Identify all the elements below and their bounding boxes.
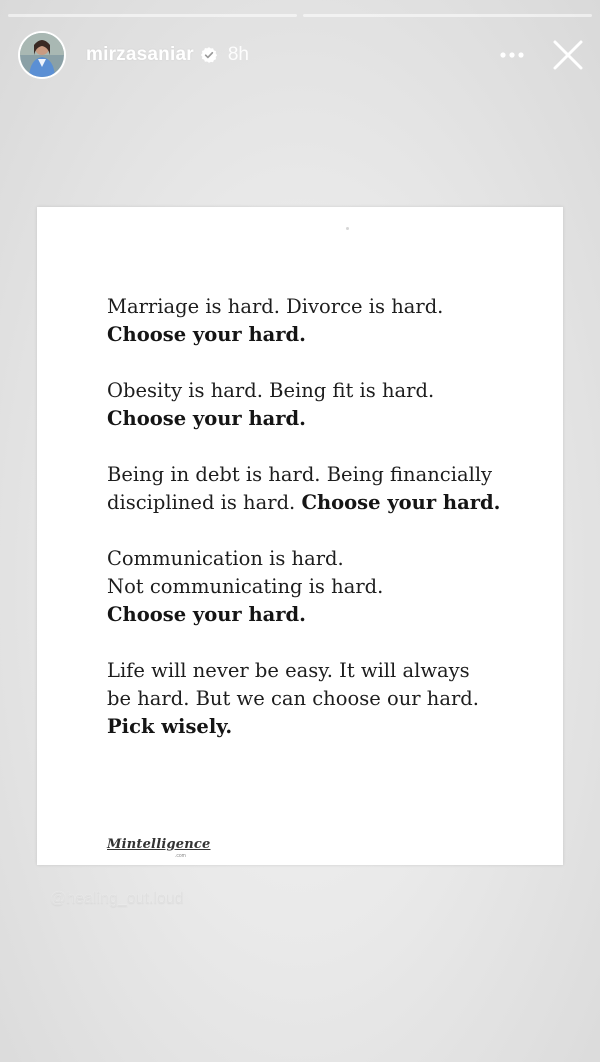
progress-segment-1 <box>8 14 297 17</box>
brand-logo-sub: .com <box>175 853 186 859</box>
verified-badge-icon <box>200 46 218 64</box>
quote-paragraph-1: Marriage is hard. Divorce is hard. Choose your hard. <box>107 295 444 346</box>
quote-emphasis: Choose your hard. <box>301 491 501 514</box>
quote-emphasis: Pick wisely. <box>107 715 233 738</box>
post-time: 8h <box>227 44 249 65</box>
quote-paragraph-2: Obesity is hard. Being fit is hard. Choose your hard. <box>107 379 435 430</box>
quote-emphasis: Choose your hard. <box>107 323 306 346</box>
avatar[interactable] <box>18 31 66 79</box>
quote-paragraph-5: Life will never be easy. It will always be hard. But we can choose our hard. Pick wisely. <box>107 659 479 738</box>
quote-emphasis: Choose your hard. <box>107 603 306 626</box>
quote-paragraph-4: Communication is hard. Not communicating is hard. Choose your hard. <box>107 547 384 626</box>
story-header <box>18 30 586 80</box>
quote-paragraph-3: Being in debt is hard. Being financially disciplined is hard. Choose your hard. <box>107 463 501 514</box>
source-watermark: @healing_out.loud <box>50 890 184 907</box>
more-options-button[interactable] <box>498 41 526 69</box>
brand-logo: Mintelligence <box>107 837 211 852</box>
story-progress-bar <box>8 14 592 17</box>
card-dot <box>346 227 349 230</box>
close-button[interactable] <box>550 37 586 73</box>
close-icon <box>552 39 584 71</box>
quote-text <box>107 293 527 769</box>
avatar-image <box>20 33 64 77</box>
quote-card <box>37 207 563 865</box>
more-horizontal-icon <box>499 51 525 59</box>
header-actions <box>498 37 586 73</box>
quote-emphasis: Choose your hard. <box>107 407 306 430</box>
progress-segment-2 <box>303 14 592 17</box>
username[interactable]: mirzasaniar <box>86 44 194 65</box>
